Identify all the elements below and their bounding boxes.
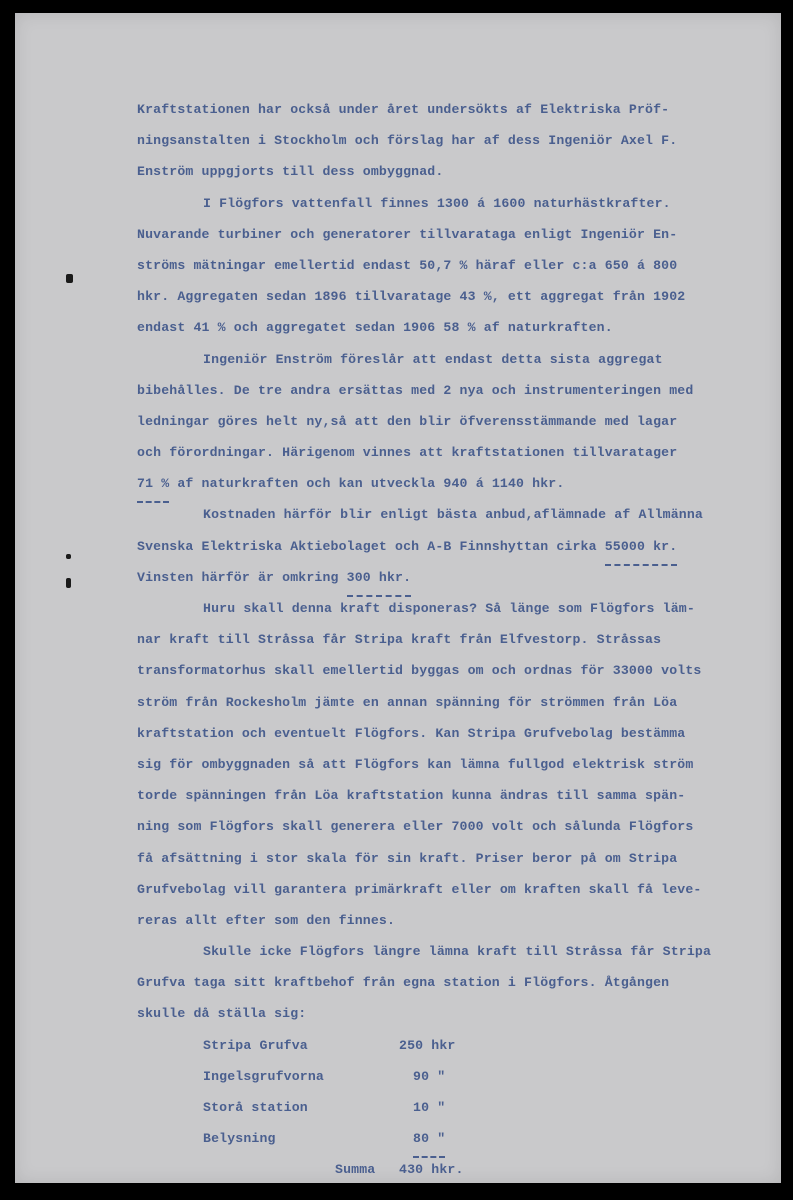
row-label: Storå station bbox=[203, 1100, 308, 1115]
row-label: Ingelsgrufvorna bbox=[203, 1068, 324, 1084]
total-label: Summa bbox=[335, 1162, 376, 1178]
total-value: 430 hkr. bbox=[399, 1162, 464, 1178]
text-line: Nuvarande turbiner och generatorer tillvarataga enligt Ingeniör En- bbox=[137, 226, 678, 242]
text-line: bibehålles. De tre andra ersättas med 2 nya och instrumenteringen med bbox=[137, 382, 694, 398]
text-line: Grufvebolag vill garantera primärkraft eller om kraften skall få leve- bbox=[137, 881, 702, 897]
text-line: ning som Flögfors skall generera eller 7000 volt och sålunda Flögfors bbox=[137, 819, 694, 835]
table-row bbox=[137, 1092, 777, 1123]
text-line bbox=[137, 531, 777, 562]
row-label: Stripa Grufva bbox=[203, 1037, 308, 1053]
text-segment: af naturkraften och kan utveckla 940 á 1140 hkr. bbox=[169, 476, 565, 492]
text-line: Kostnaden härför blir enligt bästa anbud,aflämnade af Allmänna bbox=[203, 507, 703, 523]
text-segment: Vinsten härför är omkring bbox=[137, 569, 347, 585]
text-line: skulle då ställa sig: bbox=[137, 1006, 307, 1022]
underlined-value: 71 % bbox=[137, 468, 169, 499]
text-line: Kraftstationen har också under året undersökts af Elektriska Pröf- bbox=[137, 102, 670, 117]
text-line: Enström uppgjorts till dess ombyggnad. bbox=[137, 164, 444, 180]
text-line: ningsanstalten i Stockholm och förslag har af dess Ingeniör Axel F. bbox=[137, 133, 678, 149]
text-line bbox=[137, 468, 777, 499]
punch-mark bbox=[66, 274, 73, 283]
text-line: Ingeniör Enström föreslår att endast detta sista aggregat bbox=[203, 351, 663, 367]
punch-mark bbox=[66, 578, 71, 588]
text-line: Grufva taga sitt kraftbehof från egna station i Flögfors. Åtgången bbox=[137, 975, 670, 991]
text-line: I Flögfors vattenfall finnes 1300 á 1600 naturhästkrafter. bbox=[203, 195, 671, 211]
text-segment: Svenska Elektriska Aktiebolaget och A-B Finnshyttan cirka bbox=[137, 538, 605, 554]
underlined-value: 300 hkr. bbox=[347, 562, 412, 593]
table-row bbox=[137, 1123, 777, 1154]
total-row bbox=[137, 1154, 777, 1185]
text-line: Huru skall denna kraft disponeras? Så länge som Flögfors läm- bbox=[203, 601, 695, 616]
table-row bbox=[137, 1030, 777, 1061]
text-line: sig för ombyggnaden så att Flögfors kan lämna fullgod elektrisk ström bbox=[137, 756, 694, 772]
text-line: reras allt efter som den finnes. bbox=[137, 912, 396, 928]
text-line: kraftstation och eventuelt Flögfors. Kan Stripa Grufvebolag bestämma bbox=[137, 725, 686, 741]
text-line: få afsättning i stor skala för sin kraft. Priser beror på om Stripa bbox=[137, 850, 678, 866]
row-value: 250 hkr bbox=[399, 1037, 456, 1053]
document-text bbox=[137, 94, 777, 1186]
text-line: nar kraft till Stråssa får Stripa kraft från Elfvestorp. Stråssas bbox=[137, 632, 662, 648]
text-line: ledningar göres helt ny,så att den blir öfverensstämmande med lagar bbox=[137, 413, 678, 429]
row-value: 10 " bbox=[413, 1100, 446, 1115]
row-value: 80 " bbox=[413, 1123, 445, 1154]
text-line: transformatorhus skall emellertid byggas om och ordnas för 33000 volts bbox=[137, 663, 702, 679]
row-value: 90 " bbox=[413, 1068, 446, 1084]
underlined-value: 55000 kr. bbox=[605, 531, 678, 562]
text-line bbox=[137, 562, 777, 593]
text-line: och förordningar. Härigenom vinnes att kraftstationen tillvaratager bbox=[137, 445, 678, 461]
text-line: torde spänningen från Löa kraftstation kunna ändras till samma spän- bbox=[137, 788, 686, 804]
row-label: Belysning bbox=[203, 1131, 276, 1147]
text-line: hkr. Aggregaten sedan 1896 tillvaratage 43 %, ett aggregat från 1902 bbox=[137, 289, 686, 305]
punch-mark bbox=[66, 554, 71, 559]
text-line: endast 41 % och aggregatet sedan 1906 58 % af naturkraften. bbox=[137, 320, 613, 336]
text-line: Skulle icke Flögfors längre lämna kraft till Stråssa får Stripa bbox=[203, 944, 712, 960]
text-line: ström från Rockesholm jämte en annan spänning för strömmen från Löa bbox=[137, 694, 678, 710]
text-line: ströms mätningar emellertid endast 50,7 % häraf eller c:a 650 á 800 bbox=[137, 257, 678, 273]
table-row bbox=[137, 1061, 777, 1092]
